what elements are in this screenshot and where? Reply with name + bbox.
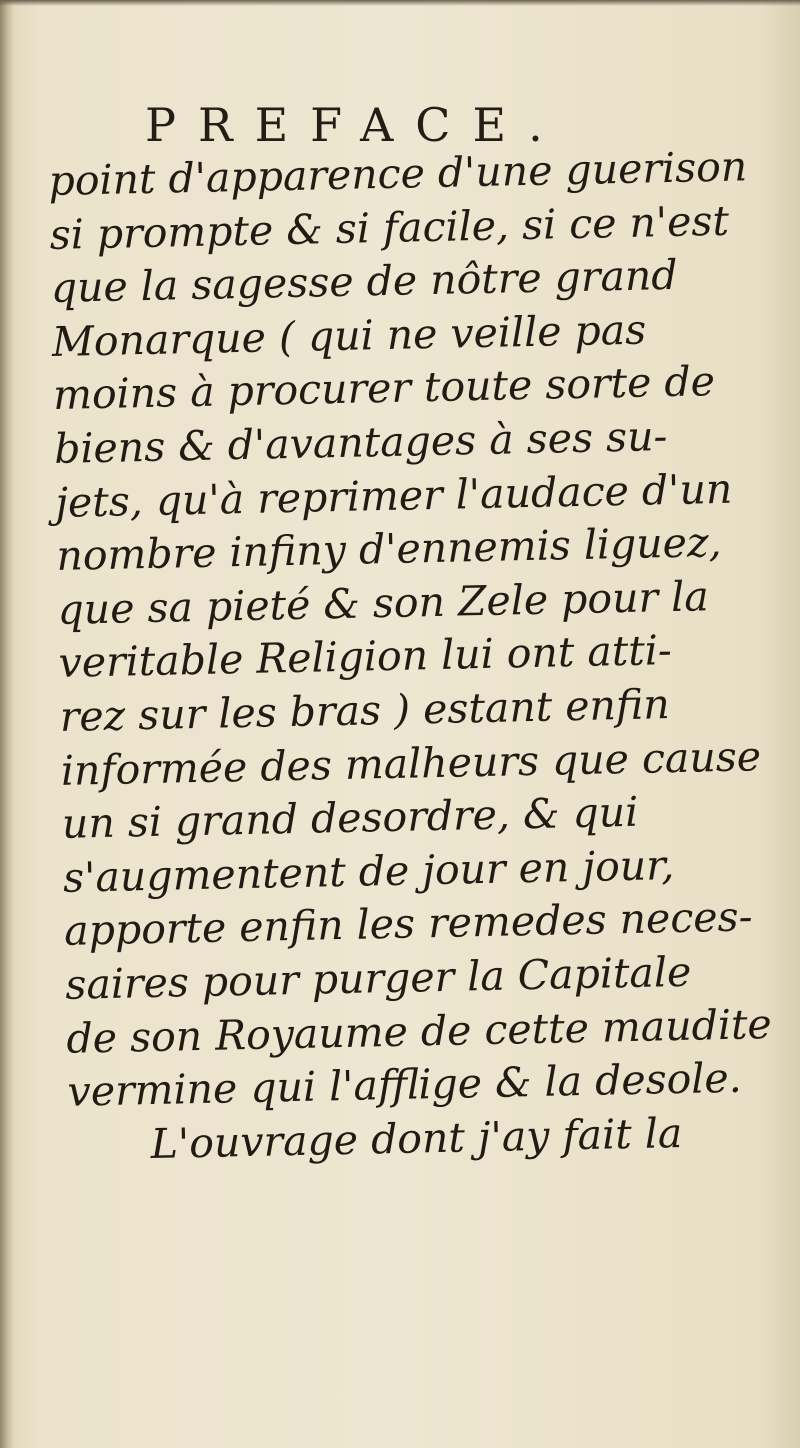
text-line: informée des malheurs que cause (60, 731, 762, 795)
page-top-edge (0, 0, 800, 6)
text-line: vermine qui l'afflige & la desole. (67, 1053, 743, 1116)
text-line: que la sagesse de nôtre grand (50, 251, 679, 313)
text-line: biens & d'avantages à ses su- (53, 412, 668, 473)
text-line: que sa pieté & son Zele pour la (57, 572, 710, 634)
paragraph-start-line: L'ouvrage dont j'ay fait la (150, 1108, 683, 1168)
text-line: un si grand desordre, & qui (61, 787, 639, 848)
text-line: rez sur les bras ) estant enfin (59, 680, 671, 741)
text-line: de son Royaume de cette maudite (66, 999, 773, 1063)
text-line: si prompte & si facile, si ce n'est (49, 196, 730, 259)
running-head: PREFACE. (145, 98, 565, 152)
body-text (48, 142, 773, 1173)
text-line: moins à procurer toute sorte de (52, 357, 716, 420)
text-line: veritable Religion lui ont atti- (58, 626, 673, 688)
text-line: s'augmentent de jour en jour, (62, 840, 675, 902)
text-line: apporte enfin les remedes neces- (63, 892, 753, 956)
text-line: point d'apparence d'une guerison (48, 142, 748, 205)
text-line: jets, qu'à reprimer l'audace d'un (54, 464, 733, 527)
text-line: nombre infiny d'ennemis liguez, (55, 518, 723, 581)
spine-shadow (0, 0, 14, 1448)
text-line: saires pour purger la Capitale (64, 947, 692, 1009)
text-line: Monarque ( qui ne veille pas (51, 305, 647, 366)
